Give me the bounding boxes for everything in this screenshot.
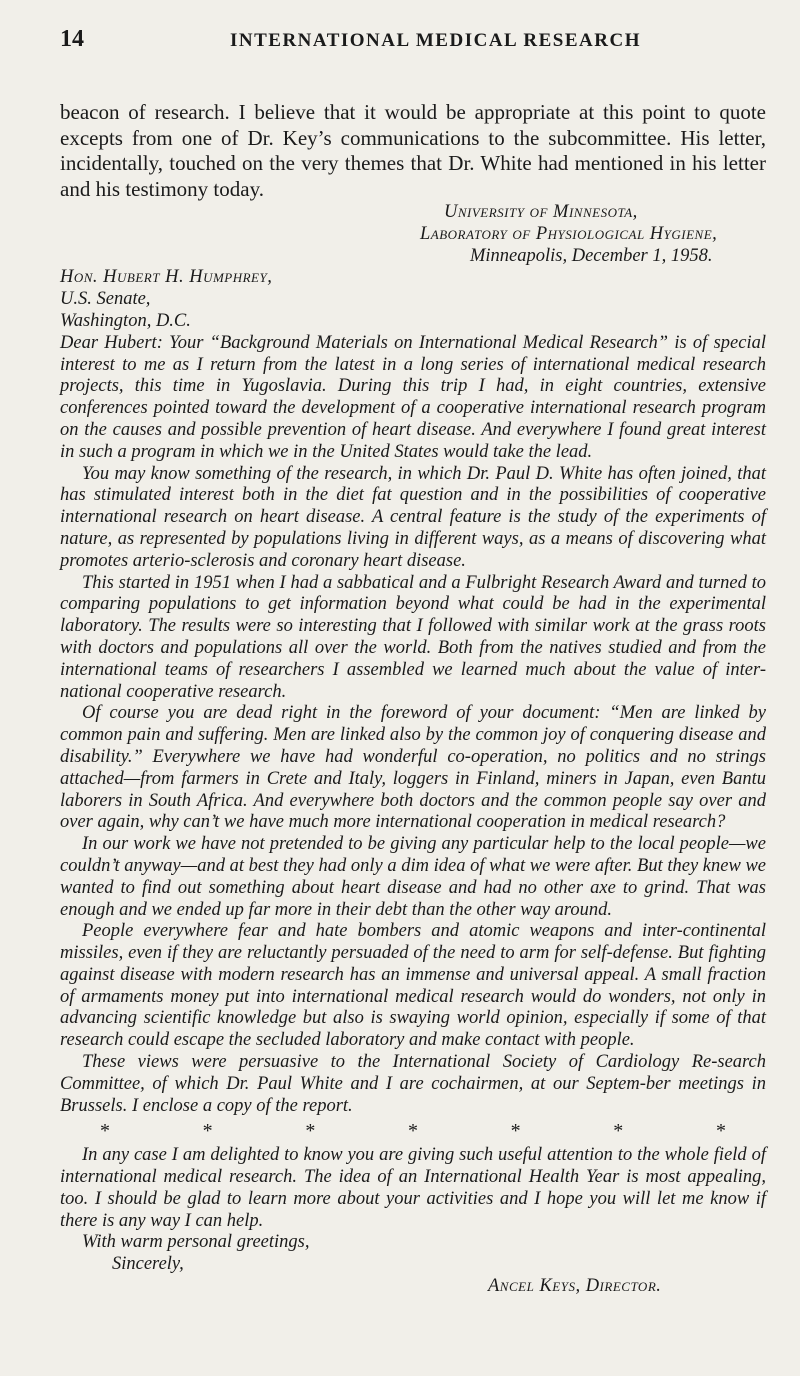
- letter-paragraph: People everywhere fear and hate bombers and atomic weapons and inter-continental missiles, even if they are reluctantly persuaded of the need to arm for self-defense. But fighting against disease with modern research has an immense and universal appeal. A small fraction of armaments money put into international medical research would do wonders, not only in advancing scientific knowledge but also is swaying world opinion, especially if some of that research could escape the secluded laboratory and make contact with people.: [60, 921, 766, 1051]
- closing-sincerely: Sincerely,: [112, 1254, 184, 1275]
- letter-paragraph: Of course you are dead right in the foreword of your document: “Men are linked by common pain and suffering. Men are linked also by the common joy of conquering disease and disability.” Everywhere we have had wonderful co-operation, no politics and no strings attached—from farmers in Crete and Italy, loggers in Finland, miners in Japan, even Bantu laborers in South Africa. And everywhere both doctors and the common people say over and over again, why can’t we have much more international cooperation in medical research?: [60, 703, 766, 833]
- sender-line-1: University of Minnesota,: [444, 202, 638, 222]
- letter-paragraph: In our work we have not pretended to be giving any particular help to the local people—we couldn’t anyway—and at best they had only a dim idea of what we were after. But they knew we wanted to find out something about heart disease and had no other axe to grind. That was enough and we ended up far more in their debt than the other way around.: [60, 834, 766, 920]
- running-head: INTERNATIONAL MEDICAL RESEARCH: [230, 30, 641, 51]
- star: *: [100, 1120, 110, 1143]
- recipient-address: [60, 267, 766, 332]
- intro-paragraph: beacon of research. I believe that it would be appropriate at this point to quote excepts from one of Dr. Key’s communications to the subcommittee. His letter, incidentally, touched on the very themes that Dr. White had mentioned in his letter and his testimony today.: [60, 100, 766, 201]
- star: *: [510, 1120, 521, 1143]
- signature: [60, 1276, 766, 1298]
- letter-paragraph: You may know something of the research, in which Dr. Paul D. White has often joined, that has stimulated interest both in the diet fat question and in the possibilities of cooperative international research on heart disease. A central feature is the study of the experiments of nature, as represented by populations living in different ways, as a means of discovering what promotes arterio-sclerosis and coronary heart disease.: [60, 463, 766, 571]
- sender-line-3: Minneapolis, December 1, 1958.: [470, 245, 713, 266]
- sender-date-block: [60, 246, 766, 268]
- page-number: 14: [60, 26, 84, 52]
- star: *: [202, 1120, 213, 1143]
- letter-paragraph: These views were persuasive to the International Society of Cardiology Re-search Committee, of which Dr. Paul White and I are cochairmen, at our Septem-ber meetings in Brussels. I enclose a copy of the report.: [60, 1052, 766, 1116]
- star: *: [613, 1120, 624, 1143]
- sender-line-2: Laboratory of Physiological Hygiene,: [420, 223, 718, 244]
- star: *: [407, 1120, 418, 1143]
- letter-paragraph: Dear Hubert: Your “Background Materials on International Medical Research” is of special interest to me as I return from the latest in a long series of international medical research projects, this time in Yugoslavia. During this trip I had, in eight countries, extensive conferences pointed toward the development of a cooperative international research program on the causes and possible prevention of heart disease. And everywhere I found great interest in such a program in which we in the United States would take the lead.: [60, 332, 766, 462]
- letter-paragraph: In any case I am delighted to know you are giving such useful attention to the whole field of international medical research. The idea of an International Health Year is most appealing, too. I should be glad to learn more about your activities and I hope you will let me know if there is any way I can help.: [60, 1145, 766, 1231]
- signature-text: Ancel Keys, Director.: [488, 1276, 662, 1297]
- letter-paragraph: This started in 1951 when I had a sabbatical and a Fulbright Research Award and turned to comparing populations to get information beyond what could be had in the experimental laboratory. The results were so interesting that I followed with similar work at the grass roots with doctors and populations all over the world. Both from the natives studied and from the international teams of researchers I assembled we learned much about the value of inter-national cooperative research.: [60, 572, 766, 702]
- section-break-stars: [60, 1117, 766, 1145]
- star: *: [305, 1120, 316, 1143]
- intro-paragraph-block: [60, 100, 766, 202]
- page-header: [60, 26, 766, 66]
- sender-address: [60, 202, 766, 246]
- recipient-line-1: Hon. Hubert H. Humphrey,: [60, 267, 273, 288]
- closing-greeting: With warm personal greetings,: [82, 1232, 310, 1253]
- recipient-line-3: Washington, D.C.: [60, 310, 191, 331]
- star: *: [715, 1120, 726, 1143]
- recipient-line-2: U.S. Senate,: [60, 289, 151, 310]
- quoted-letter: [60, 202, 766, 1298]
